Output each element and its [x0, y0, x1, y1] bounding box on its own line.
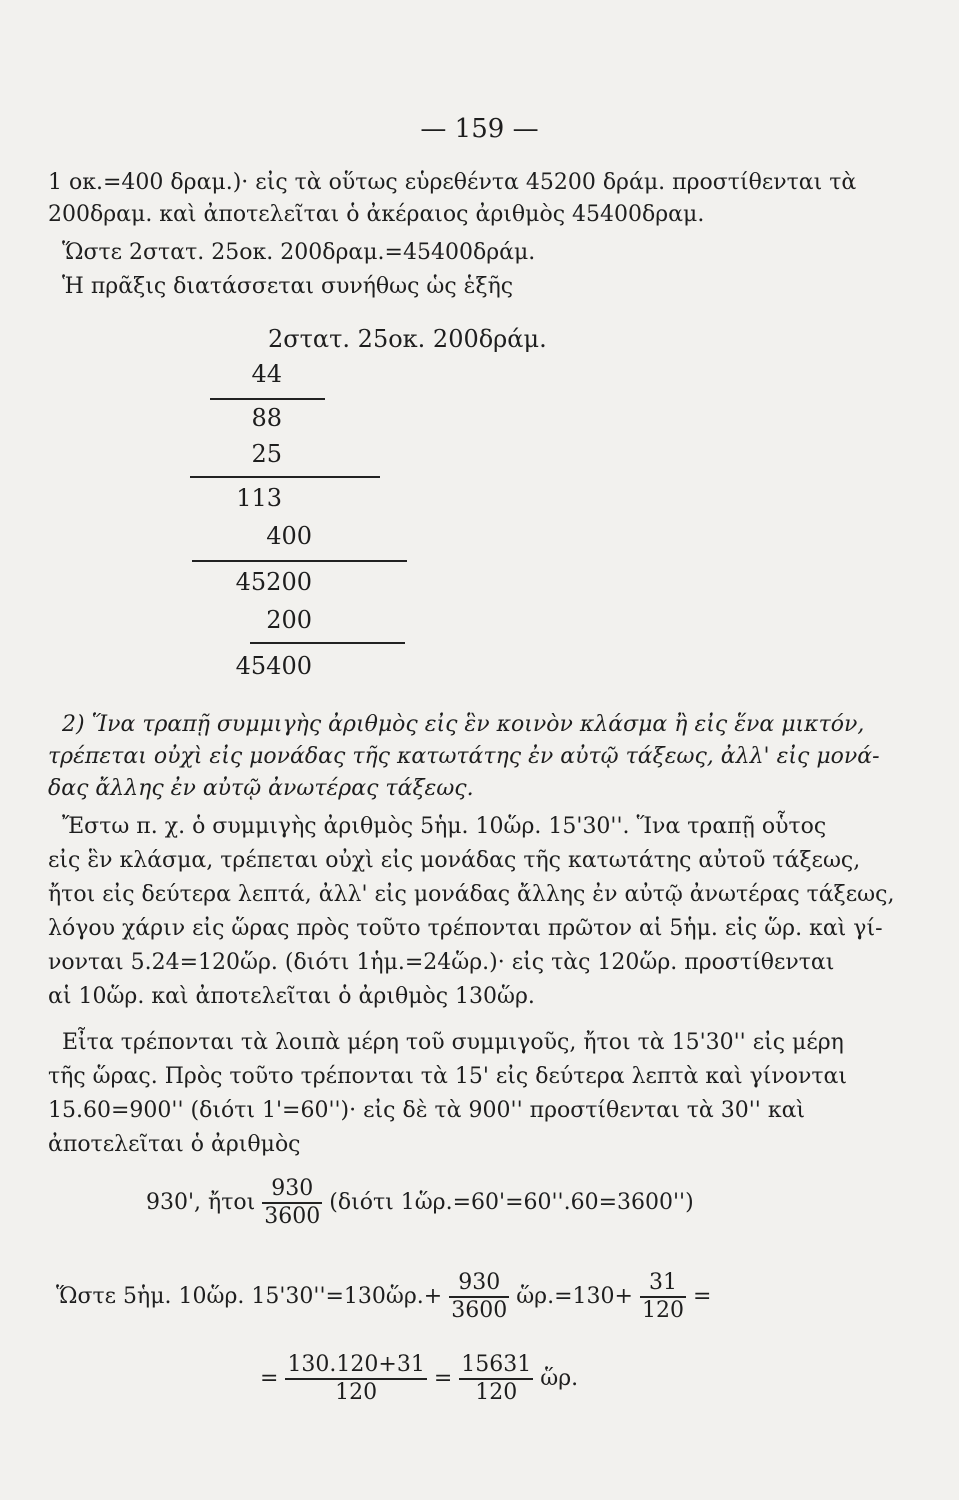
intro-line-4: Ἡ πρᾶξις διατάσσεται συνήθως ὡς ἑξῆς — [62, 274, 514, 299]
eq1-denominator: 3600 — [264, 1204, 321, 1229]
eq2-fraction-2-numerator: 31 — [640, 1270, 686, 1298]
para2-line-6: αἱ 10ὥρ. καὶ ἀποτελεῖται ὁ ἀριθμὸς 130ὥρ. — [48, 984, 535, 1009]
calc-rule — [210, 398, 325, 400]
equation-1 — [146, 1176, 694, 1230]
para3-line-1: Εἶτα τρέπονται τὰ λοιπὰ μέρη τοῦ συμμιγοῦς, ἤτοι τὰ 15'30'' εἰς μέρη — [62, 1030, 844, 1055]
eq3-fraction-1-numerator: 130.120+31 — [285, 1352, 426, 1380]
eq2-fraction-2 — [640, 1270, 686, 1324]
calc-row: 45200 — [235, 568, 312, 596]
para3-line-3: 15.60=900'' (διότι 1'=60'')· εἰς δὲ τὰ 900'' προστίθενται τὰ 30'' καὶ — [48, 1098, 806, 1123]
calc-row: 25 — [251, 440, 282, 468]
para2-line-4: λόγου χάριν εἰς ὥρας πρὸς τοῦτο τρέπονται πρῶτον αἱ 5ἡμ. εἰς ὥρ. καὶ γί- — [48, 916, 883, 941]
calc-rule — [250, 642, 405, 644]
eq3-fraction-1 — [285, 1352, 426, 1406]
eq1-fraction — [262, 1176, 322, 1230]
eq2-lead: Ὥστε 5ἡμ. 10ὥρ. 15'30''=130ὥρ.+ — [56, 1284, 443, 1309]
para3-line-4: ἀποτελεῖται ὁ ἀριθμὸς — [48, 1132, 301, 1157]
eq3-fraction-2 — [459, 1352, 533, 1406]
eq1-tail: (διότι 1ὥρ.=60'=60''.60=3600'') — [329, 1190, 694, 1215]
calc-rule — [190, 476, 380, 478]
eq2-fraction-1-denominator: 3600 — [451, 1298, 508, 1323]
para2-line-3: ἤτοι εἰς δεύτερα λεπτά, ἀλλ' εἰς μονάδας ἄλλης ἐν αὐτῷ ἀνωτέρας τάξεως, — [48, 882, 895, 907]
calc-header: 2στατ. 25οκ. 200δράμ. — [268, 325, 547, 353]
section2-line-1: 2) Ἵνα τραπῇ συμμιγὴς ἀριθμὸς εἰς ἓν κοινὸν κλάσμα ἢ εἰς ἕνα μικτόν, — [62, 712, 865, 737]
eq2-mid: ὥρ.=130+ — [516, 1284, 633, 1309]
intro-line-2: 200δραμ. καὶ ἀποτελεῖται ὁ ἀκέραιος ἀριθμὸς 45400δραμ. — [48, 202, 705, 227]
section2-line-3: δας ἄλλης ἐν αὐτῷ ἀνωτέρας τάξεως. — [48, 776, 474, 801]
equation-3 — [260, 1352, 578, 1406]
eq2-tail: = — [692, 1284, 712, 1309]
intro-line-3: Ὥστε 2στατ. 25οκ. 200δραμ.=45400δράμ. — [62, 240, 536, 265]
calc-row: 45400 — [235, 652, 312, 680]
calc-row: 200 — [266, 606, 312, 634]
eq1-lead: 930', ἤτοι — [146, 1190, 256, 1215]
para2-line-2: εἰς ἓν κλάσμα, τρέπεται οὐχὶ εἰς μονάδας τῆς κατωτάτης αὐτοῦ τάξεως, — [48, 848, 861, 873]
calc-row: 113 — [236, 484, 282, 512]
eq3-fraction-1-denominator: 120 — [335, 1380, 378, 1405]
eq3-tail: ὥρ. — [540, 1366, 579, 1391]
para2-line-1: Ἔστω π. χ. ὁ συμμιγὴς ἀριθμὸς 5ἡμ. 10ὥρ. 15'30''. Ἵνα τραπῇ οὗτος — [62, 814, 827, 839]
page-number: — 159 — — [420, 114, 539, 144]
eq3-fraction-2-denominator: 120 — [475, 1380, 518, 1405]
eq2-fraction-2-denominator: 120 — [641, 1298, 684, 1323]
intro-line-1: 1 οκ.=400 δραμ.)· εἰς τὰ οὕτως εὑρεθέντα 45200 δράμ. προστίθενται τὰ — [48, 170, 857, 195]
equation-2 — [56, 1270, 711, 1324]
section2-line-2: τρέπεται οὐχὶ εἰς μονάδας τῆς κατωτάτης ἐν αὐτῷ τάξεως, ἀλλ' εἰς μονά- — [48, 744, 880, 769]
para3-line-2: τῆς ὥρας. Πρὸς τοῦτο τρέπονται τὰ 15' εἰς δεύτερα λεπτὰ καὶ γίνονται — [48, 1064, 848, 1089]
para2-line-5: νονται 5.24=120ὥρ. (διότι 1ἡμ.=24ὥρ.)· εἰς τὰς 120ὥρ. προστίθενται — [48, 950, 835, 975]
calc-row: 400 — [266, 522, 312, 550]
calc-row: 88 — [251, 404, 282, 432]
eq2-fraction-1-numerator: 930 — [449, 1270, 509, 1298]
eq2-fraction-1 — [449, 1270, 509, 1324]
eq3-mid: = — [433, 1366, 453, 1391]
eq1-numerator: 930 — [262, 1176, 322, 1204]
calc-rule — [192, 560, 407, 562]
eq3-fraction-2-numerator: 15631 — [459, 1352, 533, 1380]
calc-row: 44 — [251, 360, 282, 388]
eq3-lead: = — [260, 1366, 279, 1391]
